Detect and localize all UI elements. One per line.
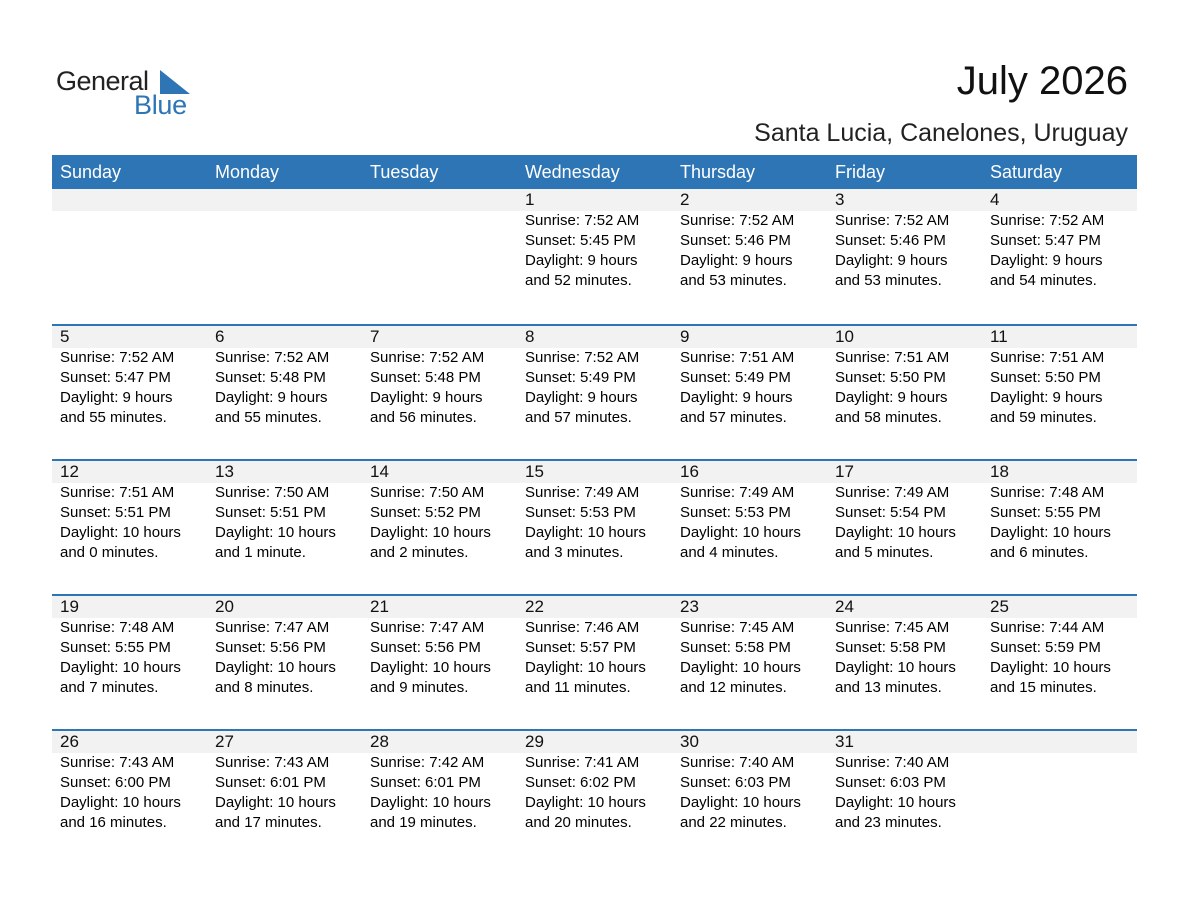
sunset-text: Sunset: 5:53 PM: [525, 504, 636, 521]
sunset-text: Sunset: 5:59 PM: [990, 639, 1101, 656]
day-number: 29: [525, 732, 544, 751]
day-cell: [207, 461, 362, 563]
day-cell: [827, 596, 982, 698]
empty-day-cell: [982, 731, 1137, 833]
daylight-text: Daylight: 10 hours: [370, 794, 491, 811]
sunrise-text: Sunrise: 7:40 AM: [835, 754, 950, 771]
daylight-minutes-text: and 1 minute.: [215, 544, 306, 561]
day-number: 26: [60, 732, 79, 751]
week-row: [52, 324, 1137, 459]
sunset-text: Sunset: 5:50 PM: [835, 369, 946, 386]
logo-text-blue: Blue: [134, 90, 187, 120]
week-days: [52, 189, 1137, 291]
sunrise-text: Sunrise: 7:52 AM: [370, 349, 485, 366]
daylight-minutes-text: and 54 minutes.: [990, 272, 1097, 289]
daylight-text: Daylight: 9 hours: [680, 252, 793, 269]
day-number: 14: [370, 462, 389, 481]
calendar-grid: [52, 155, 1137, 864]
sunrise-text: Sunrise: 7:52 AM: [215, 349, 330, 366]
sunset-text: Sunset: 5:55 PM: [990, 504, 1101, 521]
daylight-text: Daylight: 10 hours: [525, 794, 646, 811]
daylight-text: Daylight: 10 hours: [835, 794, 956, 811]
day-number: 1: [525, 190, 535, 209]
daylight-minutes-text: and 12 minutes.: [680, 679, 787, 696]
empty-day-cell: [52, 189, 207, 291]
daylight-text: Daylight: 10 hours: [680, 659, 801, 676]
week-days: [52, 461, 1137, 563]
sunset-text: Sunset: 5:57 PM: [525, 639, 636, 656]
day-cell: [672, 326, 827, 428]
day-cell: [362, 731, 517, 833]
sunrise-text: Sunrise: 7:52 AM: [680, 212, 795, 229]
day-number: 9: [680, 327, 690, 346]
daylight-minutes-text: and 6 minutes.: [990, 544, 1089, 561]
sunrise-text: Sunrise: 7:41 AM: [525, 754, 640, 771]
sunrise-text: Sunrise: 7:52 AM: [835, 212, 950, 229]
day-number: 8: [525, 327, 535, 346]
daylight-minutes-text: and 53 minutes.: [835, 272, 942, 289]
sunrise-text: Sunrise: 7:40 AM: [680, 754, 795, 771]
day-cell: [672, 596, 827, 698]
sunset-text: Sunset: 5:48 PM: [370, 369, 481, 386]
day-number: 3: [835, 190, 845, 209]
day-cell: [52, 326, 207, 428]
sunrise-text: Sunrise: 7:51 AM: [990, 349, 1105, 366]
day-number: 23: [680, 597, 699, 616]
daylight-text: Daylight: 10 hours: [990, 659, 1111, 676]
sunset-text: Sunset: 6:01 PM: [215, 774, 326, 791]
day-cell: [207, 326, 362, 428]
weekday-header-sunday: Sunday: [60, 162, 122, 182]
day-number: 18: [990, 462, 1009, 481]
sunrise-text: Sunrise: 7:52 AM: [990, 212, 1105, 229]
daylight-minutes-text: and 7 minutes.: [60, 679, 159, 696]
daylight-minutes-text: and 8 minutes.: [215, 679, 314, 696]
generalblue-logo: [56, 66, 206, 118]
day-cell: [517, 731, 672, 833]
day-number: 2: [680, 190, 690, 209]
daylight-minutes-text: and 57 minutes.: [680, 409, 787, 426]
daylight-text: Daylight: 10 hours: [60, 524, 181, 541]
daylight-text: Daylight: 9 hours: [370, 389, 483, 406]
day-number: 24: [835, 597, 854, 616]
logo-text-general: General: [56, 66, 149, 96]
day-number: 27: [215, 732, 234, 751]
sunset-text: Sunset: 5:49 PM: [525, 369, 636, 386]
sunset-text: Sunset: 5:56 PM: [370, 639, 481, 656]
week-row: [52, 459, 1137, 594]
daylight-minutes-text: and 57 minutes.: [525, 409, 632, 426]
daylight-minutes-text: and 22 minutes.: [680, 814, 787, 831]
daylight-minutes-text: and 5 minutes.: [835, 544, 934, 561]
day-number: 25: [990, 597, 1009, 616]
sunrise-text: Sunrise: 7:47 AM: [370, 619, 485, 636]
day-cell: [982, 326, 1137, 428]
daylight-text: Daylight: 9 hours: [990, 252, 1103, 269]
daylight-text: Daylight: 10 hours: [215, 524, 336, 541]
empty-day-cell: [362, 189, 517, 291]
sunset-text: Sunset: 5:51 PM: [60, 504, 171, 521]
daylight-minutes-text: and 11 minutes.: [525, 679, 631, 696]
day-number: 28: [370, 732, 389, 751]
sunset-text: Sunset: 5:53 PM: [680, 504, 791, 521]
sunrise-text: Sunrise: 7:45 AM: [680, 619, 795, 636]
day-cell: [672, 461, 827, 563]
sunset-text: Sunset: 6:03 PM: [680, 774, 791, 791]
sunset-text: Sunset: 6:03 PM: [835, 774, 946, 791]
daylight-text: Daylight: 10 hours: [60, 659, 181, 676]
daylight-text: Daylight: 10 hours: [215, 794, 336, 811]
sunrise-text: Sunrise: 7:50 AM: [215, 484, 330, 501]
sunrise-text: Sunrise: 7:47 AM: [215, 619, 330, 636]
sunrise-text: Sunrise: 7:49 AM: [525, 484, 640, 501]
daylight-minutes-text: and 17 minutes.: [215, 814, 322, 831]
page-title: July 2026: [956, 59, 1128, 103]
day-number: 22: [525, 597, 544, 616]
week-row: [52, 189, 1137, 324]
daylight-text: Daylight: 10 hours: [525, 524, 646, 541]
day-number: 10: [835, 327, 854, 346]
sunrise-text: Sunrise: 7:51 AM: [60, 484, 175, 501]
sunset-text: Sunset: 5:45 PM: [525, 232, 636, 249]
sunset-text: Sunset: 5:46 PM: [835, 232, 946, 249]
daylight-minutes-text: and 15 minutes.: [990, 679, 1097, 696]
day-number: 20: [215, 597, 234, 616]
week-days: [52, 731, 1137, 833]
daylight-text: Daylight: 9 hours: [525, 252, 638, 269]
sunset-text: Sunset: 5:51 PM: [215, 504, 326, 521]
day-cell: [362, 596, 517, 698]
location-subtitle: Santa Lucia, Canelones, Uruguay: [754, 119, 1128, 147]
day-cell: [362, 326, 517, 428]
daylight-text: Daylight: 9 hours: [990, 389, 1103, 406]
daylight-text: Daylight: 10 hours: [525, 659, 646, 676]
day-number: 6: [215, 327, 225, 346]
daylight-minutes-text: and 53 minutes.: [680, 272, 787, 289]
sunrise-text: Sunrise: 7:45 AM: [835, 619, 950, 636]
sunset-text: Sunset: 5:56 PM: [215, 639, 326, 656]
daylight-minutes-text: and 4 minutes.: [680, 544, 779, 561]
sunset-text: Sunset: 5:46 PM: [680, 232, 791, 249]
week-days: [52, 326, 1137, 428]
sunrise-text: Sunrise: 7:49 AM: [680, 484, 795, 501]
daylight-text: Daylight: 10 hours: [835, 659, 956, 676]
day-cell: [52, 461, 207, 563]
day-cell: [52, 596, 207, 698]
sunrise-text: Sunrise: 7:52 AM: [60, 349, 175, 366]
sunrise-text: Sunrise: 7:48 AM: [60, 619, 175, 636]
day-number: 31: [835, 732, 854, 751]
daylight-text: Daylight: 9 hours: [525, 389, 638, 406]
day-cell: [827, 731, 982, 833]
day-number: 15: [525, 462, 544, 481]
daylight-minutes-text: and 59 minutes.: [990, 409, 1097, 426]
day-cell: [52, 731, 207, 833]
sunset-text: Sunset: 5:54 PM: [835, 504, 946, 521]
sunset-text: Sunset: 6:00 PM: [60, 774, 171, 791]
weekday-header-thursday: Thursday: [680, 162, 756, 182]
sunrise-text: Sunrise: 7:43 AM: [60, 754, 175, 771]
daylight-text: Daylight: 10 hours: [60, 794, 181, 811]
sunrise-text: Sunrise: 7:52 AM: [525, 212, 640, 229]
daylight-minutes-text: and 3 minutes.: [525, 544, 624, 561]
calendar-weeks: [52, 189, 1137, 864]
sunrise-text: Sunrise: 7:42 AM: [370, 754, 485, 771]
daylight-minutes-text: and 16 minutes.: [60, 814, 167, 831]
daylight-minutes-text: and 20 minutes.: [525, 814, 632, 831]
daylight-text: Daylight: 9 hours: [680, 389, 793, 406]
daylight-text: Daylight: 9 hours: [835, 389, 948, 406]
week-row: [52, 729, 1137, 864]
day-number: 17: [835, 462, 854, 481]
daylight-text: Daylight: 9 hours: [60, 389, 173, 406]
sunset-text: Sunset: 5:55 PM: [60, 639, 171, 656]
daylight-text: Daylight: 10 hours: [215, 659, 336, 676]
daylight-text: Daylight: 9 hours: [215, 389, 328, 406]
daylight-text: Daylight: 10 hours: [370, 524, 491, 541]
day-cell: [982, 189, 1137, 291]
sunset-text: Sunset: 6:01 PM: [370, 774, 481, 791]
sunset-text: Sunset: 5:47 PM: [990, 232, 1101, 249]
day-cell: [982, 461, 1137, 563]
daylight-minutes-text: and 2 minutes.: [370, 544, 469, 561]
sunrise-text: Sunrise: 7:46 AM: [525, 619, 640, 636]
sunrise-text: Sunrise: 7:51 AM: [835, 349, 950, 366]
empty-day-cell: [207, 189, 362, 291]
sunrise-text: Sunrise: 7:44 AM: [990, 619, 1105, 636]
daylight-text: Daylight: 10 hours: [680, 524, 801, 541]
daylight-minutes-text: and 23 minutes.: [835, 814, 942, 831]
day-number: 11: [990, 327, 1008, 346]
day-cell: [207, 596, 362, 698]
sunset-text: Sunset: 5:58 PM: [835, 639, 946, 656]
sunset-text: Sunset: 5:47 PM: [60, 369, 171, 386]
day-number: 4: [990, 190, 1000, 209]
daylight-text: Daylight: 10 hours: [370, 659, 491, 676]
day-cell: [672, 731, 827, 833]
sunset-text: Sunset: 5:58 PM: [680, 639, 791, 656]
weekday-header-wednesday: Wednesday: [525, 162, 620, 182]
weekday-header-friday: Friday: [835, 162, 886, 182]
day-number: 13: [215, 462, 234, 481]
sunrise-text: Sunrise: 7:50 AM: [370, 484, 485, 501]
daylight-text: Daylight: 9 hours: [835, 252, 948, 269]
day-number: 30: [680, 732, 699, 751]
day-cell: [827, 189, 982, 291]
weekday-header-monday: Monday: [215, 162, 280, 182]
daylight-minutes-text: and 55 minutes.: [215, 409, 322, 426]
weekday-header-row: [52, 155, 1137, 189]
daylight-minutes-text: and 58 minutes.: [835, 409, 942, 426]
sunset-text: Sunset: 6:02 PM: [525, 774, 636, 791]
daylight-text: Daylight: 10 hours: [680, 794, 801, 811]
day-cell: [827, 461, 982, 563]
day-number: 7: [370, 327, 380, 346]
weekday-header-saturday: Saturday: [990, 162, 1063, 182]
day-number: 19: [60, 597, 79, 616]
weekday-header-tuesday: Tuesday: [370, 162, 439, 182]
sunset-text: Sunset: 5:49 PM: [680, 369, 791, 386]
week-row: [52, 594, 1137, 729]
daylight-minutes-text: and 9 minutes.: [370, 679, 469, 696]
day-number: 12: [60, 462, 79, 481]
sunrise-text: Sunrise: 7:48 AM: [990, 484, 1105, 501]
daylight-minutes-text: and 52 minutes.: [525, 272, 632, 289]
daylight-text: Daylight: 10 hours: [990, 524, 1111, 541]
day-number: 16: [680, 462, 699, 481]
daylight-minutes-text: and 19 minutes.: [370, 814, 477, 831]
day-cell: [827, 326, 982, 428]
day-cell: [517, 461, 672, 563]
sunset-text: Sunset: 5:52 PM: [370, 504, 481, 521]
week-days: [52, 596, 1137, 698]
day-cell: [362, 461, 517, 563]
sunset-text: Sunset: 5:50 PM: [990, 369, 1101, 386]
day-number: 5: [60, 327, 70, 346]
day-cell: [207, 731, 362, 833]
daylight-minutes-text: and 0 minutes.: [60, 544, 159, 561]
daylight-text: Daylight: 10 hours: [835, 524, 956, 541]
sunrise-text: Sunrise: 7:49 AM: [835, 484, 950, 501]
daylight-minutes-text: and 56 minutes.: [370, 409, 477, 426]
day-number: 21: [370, 597, 389, 616]
sunrise-text: Sunrise: 7:52 AM: [525, 349, 640, 366]
day-cell: [517, 596, 672, 698]
day-cell: [517, 326, 672, 428]
sunrise-text: Sunrise: 7:51 AM: [680, 349, 795, 366]
day-cell: [982, 596, 1137, 698]
daylight-minutes-text: and 55 minutes.: [60, 409, 167, 426]
day-cell: [517, 189, 672, 291]
daylight-minutes-text: and 13 minutes.: [835, 679, 942, 696]
sunset-text: Sunset: 5:48 PM: [215, 369, 326, 386]
day-cell: [672, 189, 827, 291]
sunrise-text: Sunrise: 7:43 AM: [215, 754, 330, 771]
